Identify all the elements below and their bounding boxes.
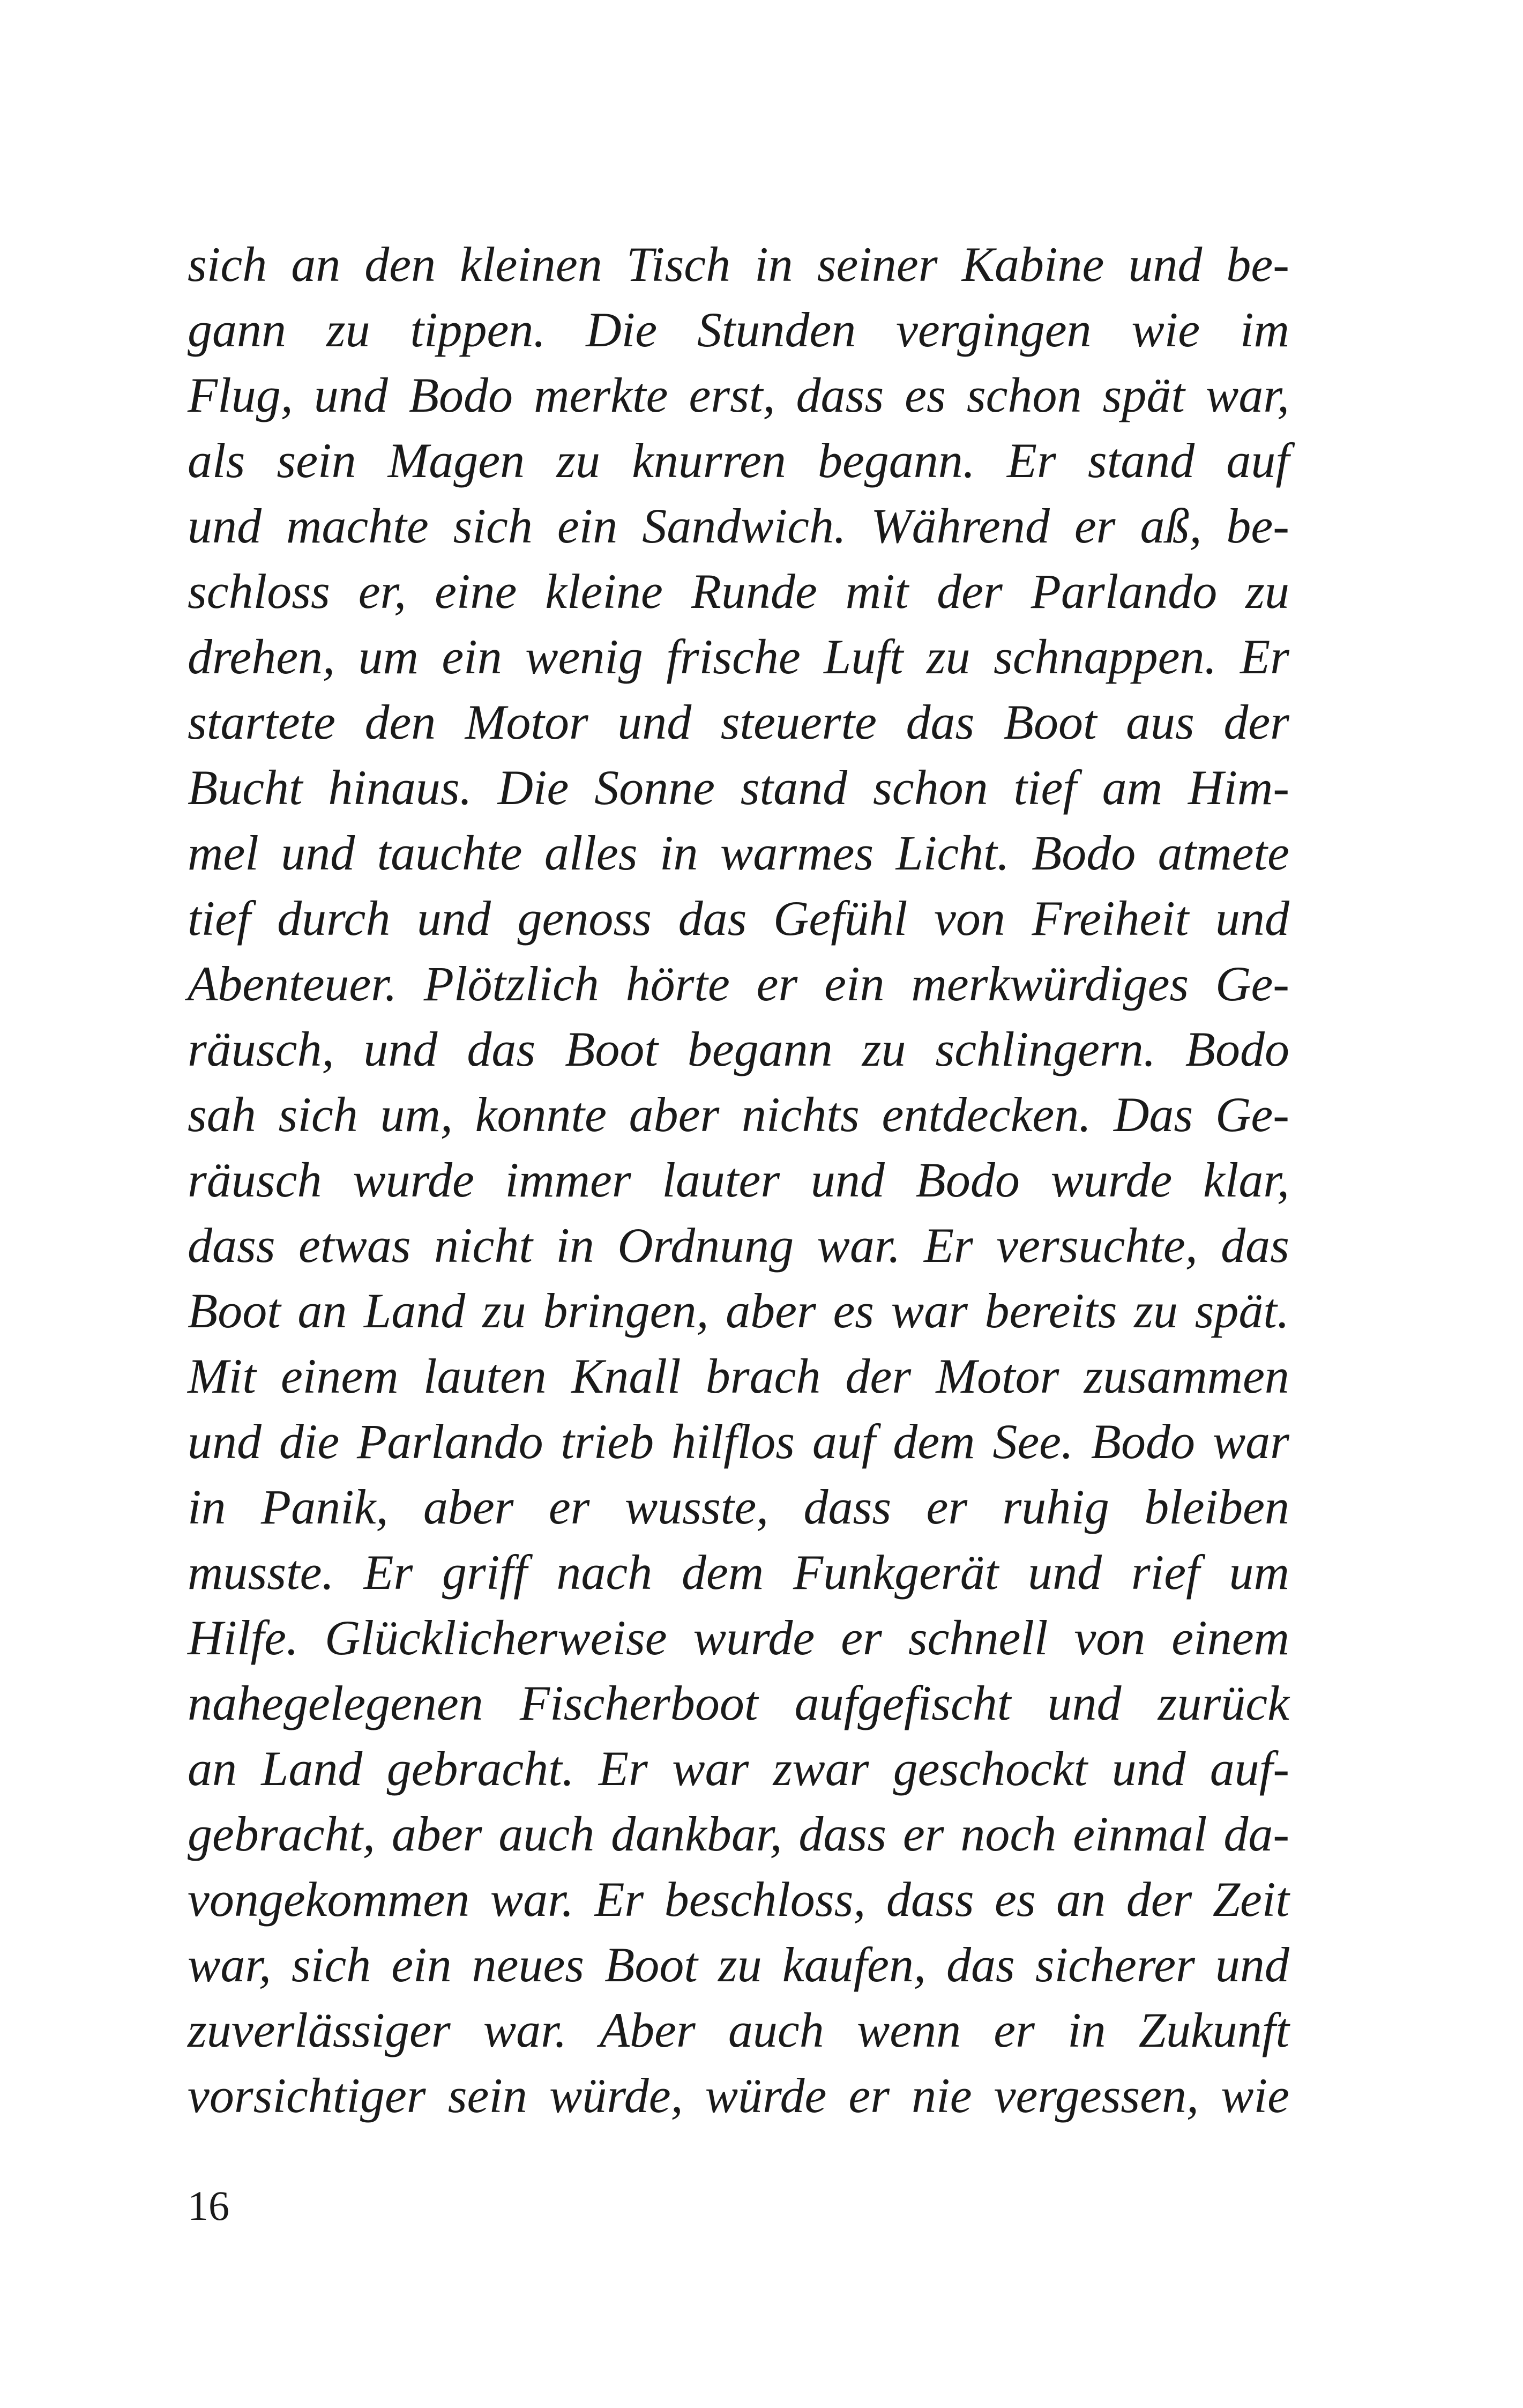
word: und [1215, 891, 1289, 946]
word: Him- [1188, 760, 1289, 815]
word: drehen, [188, 629, 335, 684]
word: rief [1131, 1545, 1200, 1600]
word: vergessen, [994, 2068, 1199, 2123]
word: bleiben [1144, 1480, 1289, 1534]
word: Ge- [1215, 956, 1289, 1011]
word: Boot [188, 1283, 281, 1338]
word: tauchte [377, 826, 522, 880]
word: um [1229, 1545, 1289, 1600]
word: aus [1126, 695, 1194, 749]
word: es [833, 1283, 875, 1338]
word: aß, [1140, 499, 1202, 553]
word: Sonne [594, 760, 715, 815]
word: aber [629, 1087, 720, 1142]
word: Tisch [626, 237, 731, 292]
text-line [188, 297, 1289, 362]
word: tippen. [410, 302, 546, 357]
word: am [1102, 760, 1163, 815]
text-line [188, 820, 1289, 886]
word: genoss [517, 891, 652, 946]
word: Boot [1003, 695, 1097, 749]
word: hörte [625, 956, 730, 1011]
word: zu [862, 1022, 906, 1076]
word: Stunden [697, 302, 856, 357]
text-line [188, 1474, 1289, 1540]
word: trieb [561, 1414, 654, 1469]
text-line [188, 428, 1289, 493]
word: Bucht [188, 760, 303, 815]
word: tief [1013, 760, 1077, 815]
word: zusammen [1084, 1349, 1289, 1403]
word: das [946, 1937, 1015, 1992]
word: an [297, 1283, 347, 1338]
word: begann. [817, 433, 975, 488]
word: dem [893, 1414, 975, 1469]
word: und [416, 891, 491, 946]
word: auch [498, 1807, 595, 1861]
word: dass [188, 1218, 275, 1273]
word: be- [1226, 237, 1289, 292]
word: auf [1226, 433, 1289, 488]
word: den [364, 237, 436, 292]
word: Motor [936, 1349, 1059, 1403]
text-line [188, 1409, 1289, 1474]
word: startete [188, 695, 335, 749]
word: ein [391, 1937, 452, 1992]
word: zu [326, 302, 370, 357]
word: aber [423, 1480, 514, 1534]
word: in [188, 1480, 226, 1534]
word: noch [960, 1807, 1057, 1861]
word: lauter [662, 1153, 780, 1207]
text-line [188, 624, 1289, 689]
word: und [188, 1414, 262, 1469]
text-line [188, 1801, 1289, 1867]
word: bereits [984, 1283, 1117, 1338]
word: eine [435, 564, 517, 619]
word: vongekommen [188, 1872, 470, 1927]
word: er [756, 956, 798, 1011]
word: gebracht, [188, 1807, 376, 1861]
word: beschloss, [664, 1872, 866, 1927]
word: hilflos [671, 1414, 795, 1469]
word: im [1240, 302, 1289, 357]
word: der [1126, 1872, 1192, 1927]
word: war. [483, 2003, 567, 2057]
word: Er [1006, 433, 1056, 488]
word: dass [886, 1872, 974, 1927]
word: machte [286, 499, 429, 553]
word: nicht [434, 1218, 533, 1273]
word: und [1128, 237, 1203, 292]
word: Er [923, 1218, 973, 1273]
word: als [188, 433, 245, 488]
word: den [364, 695, 436, 749]
word: das [906, 695, 975, 749]
word: alles [544, 826, 638, 880]
word: schlingern. [935, 1022, 1156, 1076]
word: und [810, 1153, 885, 1207]
word: Runde [691, 564, 817, 619]
word: versuchte, [996, 1218, 1198, 1273]
word: es [995, 1872, 1036, 1927]
word: auf- [1210, 1741, 1289, 1796]
word: er [848, 2068, 890, 2123]
word: und [313, 368, 388, 422]
word: zu [482, 1283, 526, 1338]
word: neues [472, 1937, 585, 1992]
text-line [188, 1343, 1289, 1409]
word: Bodo [1185, 1022, 1289, 1076]
word: einem [280, 1349, 399, 1403]
word: ein [442, 629, 502, 684]
text-line [188, 1867, 1289, 1932]
word: und [363, 1022, 438, 1076]
word: er [926, 1480, 968, 1534]
word: das [678, 891, 747, 946]
word: nichts [742, 1087, 860, 1142]
word: und [617, 695, 692, 749]
text-line [188, 886, 1289, 951]
word: Motor [465, 695, 588, 749]
word: zwar [773, 1741, 869, 1796]
word: Hilfe. [188, 1610, 298, 1665]
word: musste. [188, 1545, 334, 1600]
word: Gefühl [773, 891, 908, 946]
word: war. [817, 1218, 901, 1273]
word: Abenteuer. [188, 956, 397, 1011]
word: und [281, 826, 355, 880]
word: war [891, 1283, 968, 1338]
word: geschockt [893, 1741, 1088, 1796]
word: immer [505, 1153, 631, 1207]
word: bringen, [543, 1283, 709, 1338]
word: Aber [599, 2003, 696, 2057]
word: wusste, [624, 1480, 769, 1534]
word: erst, [689, 368, 775, 422]
word: gann [188, 302, 286, 357]
word: sich [291, 1937, 371, 1992]
word: Er [363, 1545, 413, 1600]
word: an [291, 237, 341, 292]
word: Sandwich. [642, 499, 846, 553]
word: griff [442, 1545, 527, 1600]
word: war, [1205, 368, 1289, 422]
text-line [188, 362, 1289, 428]
word: kleine [545, 564, 663, 619]
word: würde, [549, 2068, 683, 2123]
word: Plötzlich [423, 956, 599, 1011]
word: und [1028, 1545, 1102, 1600]
word: Zeit [1212, 1872, 1289, 1927]
word: Parlando [357, 1414, 543, 1469]
word: dankbar, [611, 1807, 782, 1861]
word: er [994, 2003, 1035, 2057]
text-line [188, 755, 1289, 820]
word: lauten [423, 1349, 547, 1403]
word: Kabine [961, 237, 1104, 292]
word: Er [598, 1741, 648, 1796]
word: spät [1102, 368, 1185, 422]
word: die [279, 1414, 340, 1469]
word: steuerte [720, 695, 877, 749]
word: und [188, 499, 262, 553]
word: wie [1131, 302, 1200, 357]
word: auch [728, 2003, 824, 2057]
word: räusch [188, 1153, 322, 1207]
word: von [934, 891, 1005, 946]
word: an [1056, 1872, 1106, 1927]
word: schnell [908, 1610, 1048, 1665]
word: Ordnung [617, 1218, 794, 1273]
word: ein [824, 956, 885, 1011]
text-line [188, 1016, 1289, 1082]
word: be- [1226, 499, 1289, 553]
word: Land [261, 1741, 363, 1796]
word: Funkgerät [793, 1545, 999, 1600]
word: stand [740, 760, 848, 815]
word: Die [497, 760, 569, 815]
word: Die [586, 302, 658, 357]
word: Er [1240, 629, 1289, 684]
word: zu [556, 433, 601, 488]
word: an [188, 1741, 237, 1796]
word: mit [845, 564, 909, 619]
word: und [1047, 1676, 1122, 1730]
word: kleinen [460, 237, 602, 292]
text-line [188, 1147, 1289, 1213]
word: nach [556, 1545, 653, 1600]
word: Während [870, 499, 1050, 553]
word: merkte [534, 368, 668, 422]
text-line [188, 1736, 1289, 1801]
word: Glücklicherweise [324, 1610, 667, 1665]
word: Flug, [188, 368, 293, 422]
word: gebracht. [386, 1741, 574, 1796]
text-line [188, 1082, 1289, 1147]
word: Bodo [1032, 826, 1136, 880]
word: schon [966, 368, 1082, 422]
word: mel [188, 826, 259, 880]
word: wie [1221, 2068, 1289, 2123]
word: konnte [475, 1087, 607, 1142]
word: er [841, 1610, 882, 1665]
word: wenn [856, 2003, 961, 2057]
word: aber [726, 1283, 816, 1338]
word: der [845, 1349, 912, 1403]
word: sich [278, 1087, 358, 1142]
word: in [755, 237, 793, 292]
word: zuverlässiger [188, 2003, 451, 2057]
text-line [188, 559, 1289, 624]
word: räusch, [188, 1022, 334, 1076]
word: Parlando [1031, 564, 1218, 619]
word: in [556, 1218, 594, 1273]
word: See. [992, 1414, 1073, 1469]
text-line [188, 1213, 1289, 1278]
word: sich [453, 499, 533, 553]
word: und [1215, 1937, 1289, 1992]
word: dem [681, 1545, 764, 1600]
word: auf [812, 1414, 876, 1469]
word: ruhig [1002, 1480, 1109, 1534]
text-line [188, 1670, 1289, 1736]
word: brach [705, 1349, 821, 1403]
word: da- [1223, 1807, 1289, 1861]
word: Er [594, 1872, 644, 1927]
word: Bodo [915, 1153, 1020, 1207]
word: in [1067, 2003, 1106, 2057]
word: Das [1113, 1087, 1193, 1142]
word: Panik, [260, 1480, 389, 1534]
word: war, [188, 1937, 271, 1992]
word: wenig [525, 629, 643, 684]
word: Magen [387, 433, 525, 488]
text-line [188, 1278, 1289, 1343]
word: er [548, 1480, 590, 1534]
word: wurde [693, 1610, 815, 1665]
text-line [188, 689, 1289, 755]
word: Boot [565, 1022, 658, 1076]
word: war [1212, 1414, 1289, 1469]
word: von [1074, 1610, 1146, 1665]
word: merkwürdiges [911, 956, 1189, 1011]
word: um [358, 629, 419, 684]
word: Fischerboot [519, 1676, 758, 1730]
word: um, [380, 1087, 453, 1142]
word: das [467, 1022, 536, 1076]
word: seiner [817, 237, 938, 292]
word: Freiheit [1032, 891, 1189, 946]
word: knurren [632, 433, 786, 488]
text-line [188, 493, 1289, 559]
word: schloss [188, 564, 330, 619]
word: sich [188, 237, 267, 292]
word: es [905, 368, 946, 422]
word: Zukunft [1138, 2003, 1289, 2057]
word: Knall [571, 1349, 681, 1403]
word: begann [687, 1022, 833, 1076]
word: schnappen. [994, 629, 1217, 684]
word: dass [803, 1480, 892, 1534]
word: klar, [1203, 1153, 1289, 1207]
word: wurde [353, 1153, 474, 1207]
word: vergingen [896, 302, 1092, 357]
word: war. [490, 1872, 574, 1927]
word: einmal [1073, 1807, 1207, 1861]
word: zu [718, 1937, 762, 1992]
word: zu [1245, 564, 1289, 619]
word: in [659, 826, 698, 880]
word: warmes [720, 826, 874, 880]
word: sicherer [1035, 1937, 1195, 1992]
word: schon [872, 760, 988, 815]
word: er [1074, 499, 1116, 553]
text-line [188, 1540, 1289, 1605]
word: Boot [604, 1937, 698, 1992]
text-line [188, 2063, 1289, 2128]
word: er [902, 1807, 944, 1861]
word: und [1111, 1741, 1186, 1796]
word: zu [1134, 1283, 1178, 1338]
word: Mit [188, 1349, 256, 1403]
word: etwas [298, 1218, 411, 1273]
word: zurück [1158, 1676, 1289, 1730]
word: aufgefischt [794, 1676, 1011, 1730]
word: sah [188, 1087, 256, 1142]
word: dass [796, 368, 884, 422]
word: entdecken. [882, 1087, 1092, 1142]
word: würde [705, 2068, 827, 2123]
word: tief [188, 891, 251, 946]
word: sein [277, 433, 356, 488]
word: einem [1171, 1610, 1289, 1665]
word: durch [277, 891, 391, 946]
word: dass [798, 1807, 887, 1861]
word: zu [926, 629, 970, 684]
word: aber [391, 1807, 482, 1861]
text-line [188, 232, 1289, 297]
word: spät. [1194, 1283, 1289, 1338]
word: Luft [824, 629, 904, 684]
page-number: 16 [188, 2182, 229, 2229]
word: Land [364, 1283, 466, 1338]
word: stand [1087, 433, 1195, 488]
text-line [188, 1932, 1289, 1997]
word: kaufen, [782, 1937, 926, 1992]
word: war [672, 1741, 749, 1796]
text-line [188, 1997, 1289, 2063]
word: der [937, 564, 1003, 619]
word: vorsichtiger [188, 2068, 426, 2123]
word: wurde [1050, 1153, 1173, 1207]
word: Ge- [1215, 1087, 1289, 1142]
word: Bodo [408, 368, 513, 422]
text-line [188, 1605, 1289, 1670]
word: er, [358, 564, 407, 619]
word: der [1223, 695, 1289, 749]
word: atmete [1158, 826, 1289, 880]
body-text [188, 232, 1289, 2128]
word: das [1221, 1218, 1289, 1273]
word: nahegelegenen [188, 1676, 483, 1730]
word: Bodo [1091, 1414, 1195, 1469]
text-line [188, 951, 1289, 1016]
word: ein [557, 499, 618, 553]
word: sein [447, 2068, 527, 2123]
word: nie [912, 2068, 972, 2123]
word: frische [666, 629, 801, 684]
word: Licht. [895, 826, 1010, 880]
word: hinaus. [328, 760, 472, 815]
